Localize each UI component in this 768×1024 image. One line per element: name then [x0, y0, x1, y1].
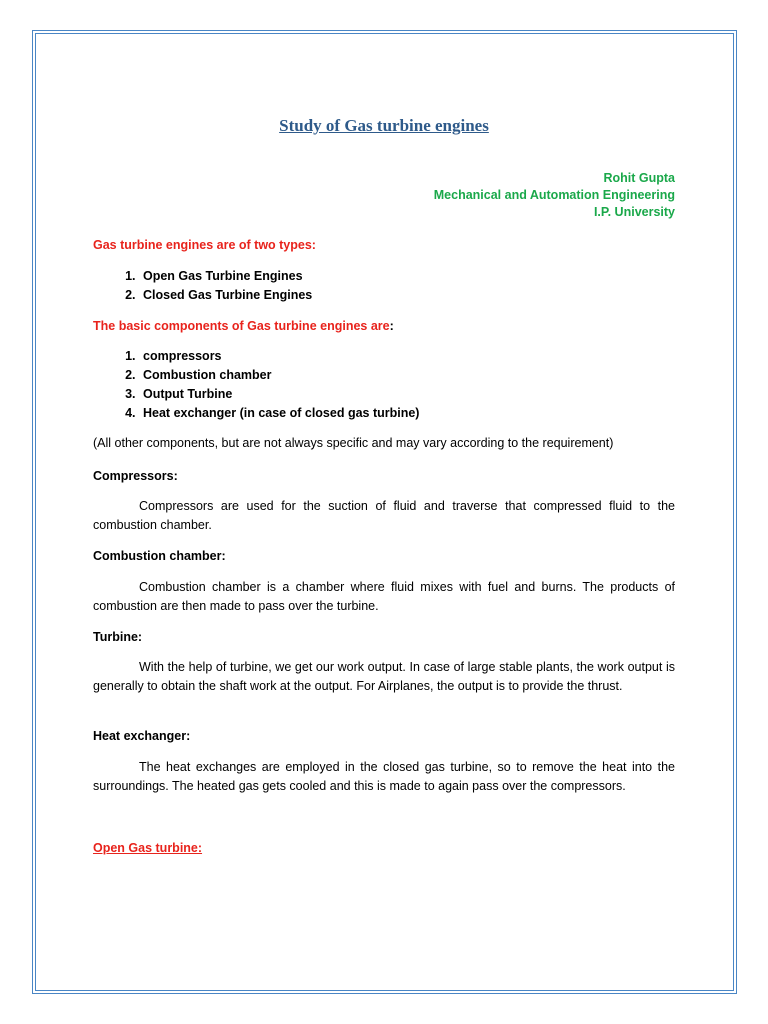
types-heading: Gas turbine engines are of two types:: [93, 238, 316, 252]
author-university: I.P. University: [593, 205, 675, 219]
document-title: Study of Gas turbine engines: [279, 116, 489, 135]
list-item: 2. Closed Gas Turbine Engines: [139, 286, 675, 305]
types-list: [93, 267, 675, 305]
components-list: [93, 347, 675, 423]
section-text-heat-exchanger: The heat exchanges are employed in the closed gas turbine, so to remove the heat into the surroundings. The heated gas gets cooled and this is made to again pass over the compressors.: [93, 760, 675, 793]
section-text-compressors: Compressors are used for the suction of fluid and traverse that compressed fluid to the combustion chamber.: [93, 499, 675, 532]
author-block: [434, 170, 675, 221]
types-list-wrap: [93, 267, 675, 305]
list-item: 1. Open Gas Turbine Engines: [139, 267, 675, 286]
section-text-turbine: With the help of turbine, we get our work output. In case of large stable plants, the work output is generally to obtain the shaft work at the output. For Airplanes, the output is to provide the thrust.: [93, 660, 675, 693]
components-heading-colon: :: [389, 319, 394, 333]
list-item: 4. Heat exchanger (in case of closed gas turbine): [139, 404, 675, 423]
list-item: 2. Combustion chamber: [139, 366, 675, 385]
author-department: Mechanical and Automation Engineering: [433, 188, 675, 202]
open-gas-turbine-heading: Open Gas turbine:: [93, 841, 203, 855]
components-heading: [93, 317, 675, 336]
list-item: 1. compressors: [139, 347, 675, 366]
components-note: (All other components, but are not always specific and may vary according to the requirement): [93, 436, 614, 450]
section-heading-combustion: Combustion chamber:: [93, 549, 226, 563]
author-name: Rohit Gupta: [603, 171, 675, 185]
section-heading-compressors: Compressors:: [93, 469, 178, 483]
list-item: 3. Output Turbine: [139, 385, 675, 404]
section-heading-turbine: Turbine:: [93, 630, 143, 644]
section-text-combustion: Combustion chamber is a chamber where fluid mixes with fuel and burns. The products of combustion are then made to pass over the turbine.: [93, 580, 675, 613]
components-heading-text: The basic components of Gas turbine engines are: [93, 319, 390, 333]
components-list-wrap: [93, 347, 675, 423]
section-heading-heat-exchanger: Heat exchanger:: [93, 729, 191, 743]
